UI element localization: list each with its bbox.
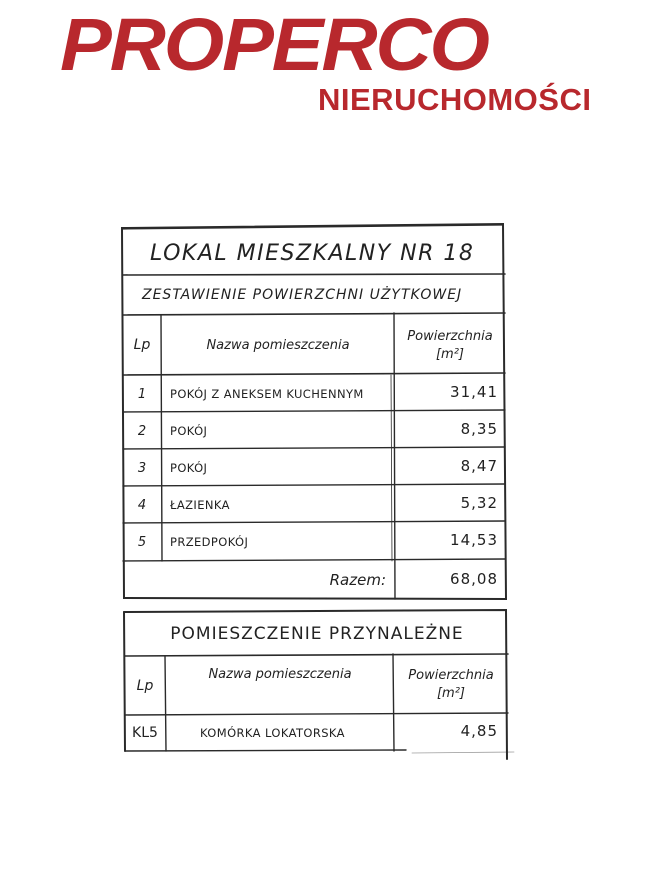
header-area-unit: [m²] [436,685,466,701]
row-area: 8,35 [460,420,498,438]
row-lp: 4 [137,497,147,513]
header-area-unit: [m²] [435,346,465,362]
table-title: POMIESZCZENIE PRZYNALEŻNE [170,624,464,644]
header-room-name: Nazwa pomieszczenia [206,337,350,353]
row-area: 31,41 [450,383,498,401]
header-lp: Lp [136,678,154,694]
logo-brand-text: PROPERCO [60,3,488,86]
row-area: 8,47 [460,457,498,475]
properco-logo [60,0,620,124]
row-room-name: POKÓJ [170,461,208,475]
total-value: 68,08 [450,570,498,588]
table-title: LOKAL MIESZKALNY NR 18 [150,240,475,266]
row-room-name: POKÓJ [170,424,208,438]
row-lp: 1 [137,386,147,402]
logo-tagline: NIERUCHOMOŚCI [318,82,592,117]
header-area [396,318,504,372]
row-room-name: POKÓJ Z ANEKSEM KUCHENNYM [170,387,364,401]
row-room-name: ŁAZIENKA [170,498,230,512]
row-area: 14,53 [450,531,498,549]
header-area [396,657,506,711]
row-lp: 3 [137,460,147,476]
total-label: Razem: [329,571,386,589]
row-room-name: KOMÓRKA LOKATORSKA [200,726,345,740]
row-lp: 2 [137,423,147,439]
header-area-label: Powierzchnia [407,328,493,344]
accessory-room-table [122,609,510,761]
area-summary-table [120,223,508,601]
row-lp: 5 [137,534,147,550]
row-lp: KL5 [132,725,158,741]
row-room-name: PRZEDPOKÓJ [170,535,249,549]
header-area-label: Powierzchnia [408,667,494,683]
row-area: 4,85 [460,722,498,740]
header-room-name: Nazwa pomieszczenia [208,666,352,682]
table-subtitle: ZESTAWIENIE POWIERZCHNI UŻYTKOWEJ [142,287,463,303]
header-lp: Lp [133,337,151,353]
row-area: 5,32 [460,494,498,512]
